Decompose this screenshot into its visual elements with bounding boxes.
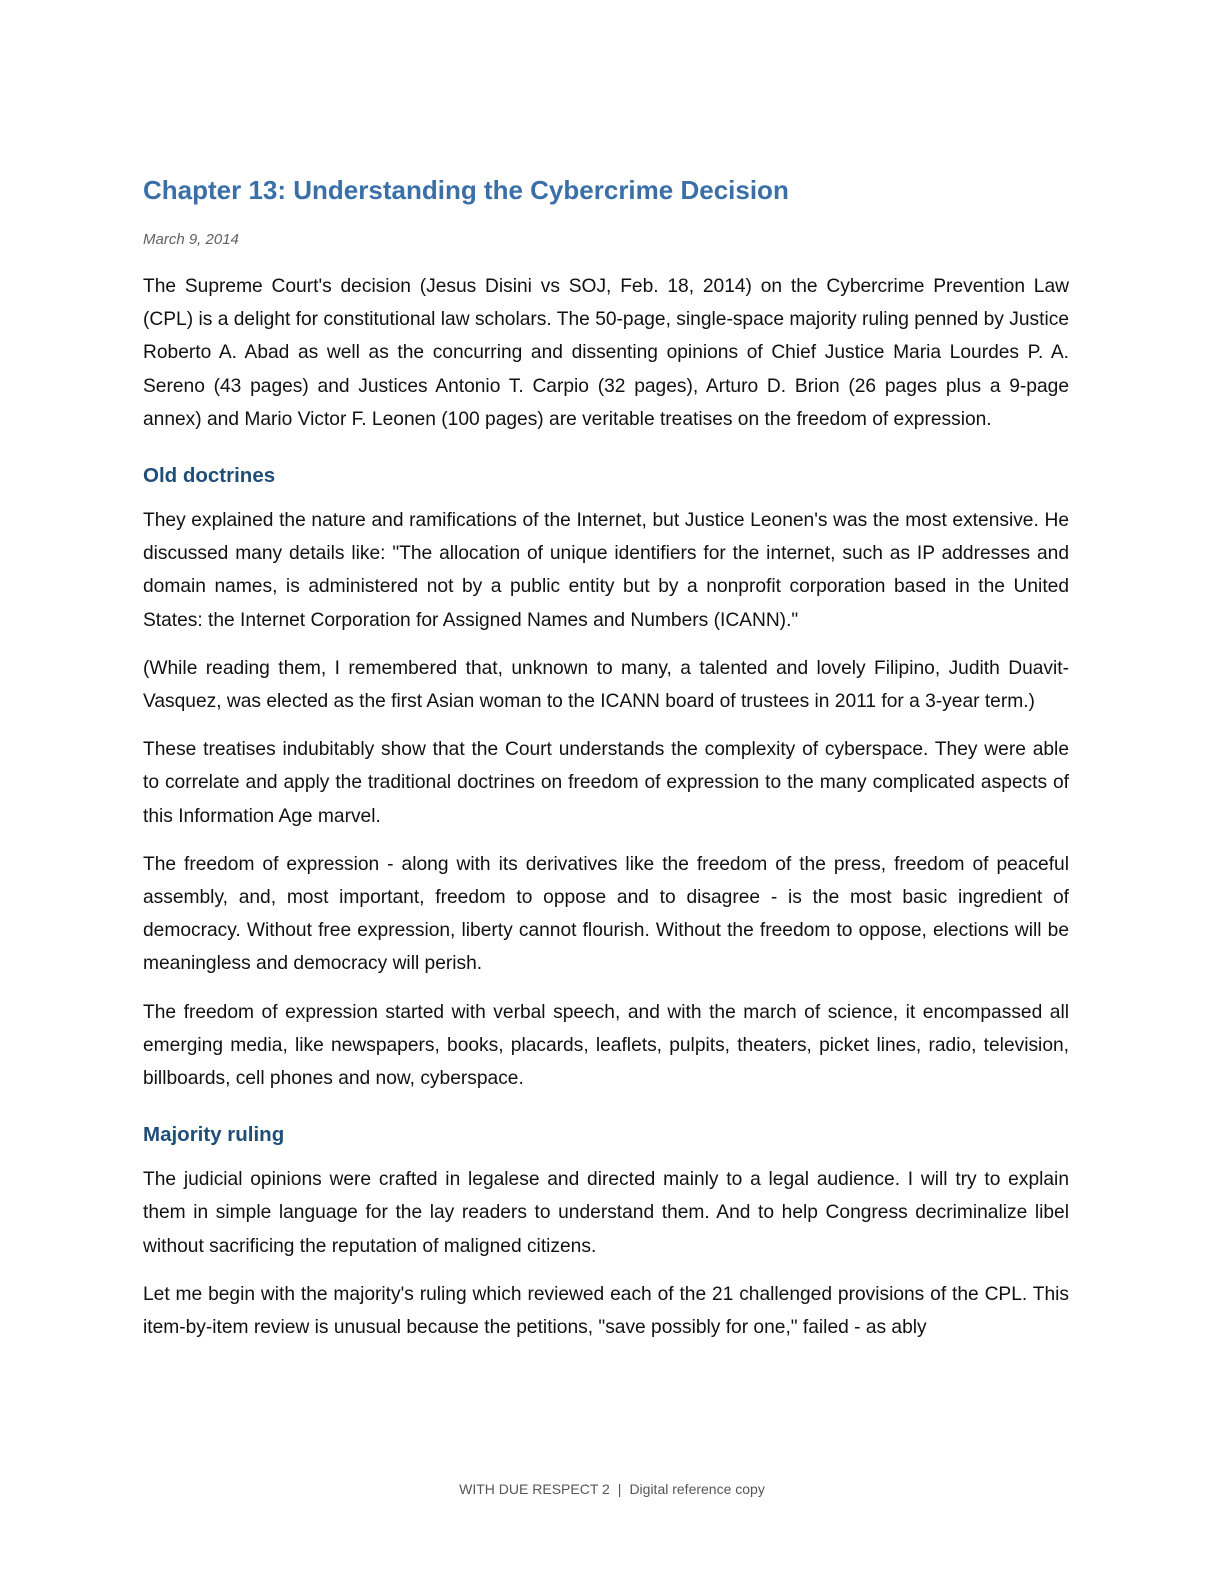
footer-note: Digital reference copy	[629, 1481, 765, 1497]
section-heading-old-doctrines: Old doctrines	[143, 464, 276, 488]
body-paragraph: The freedom of expression - along with its derivatives like the freedom of the press, freedom of peaceful assembly, and, most important, freedom to oppose and to disagree - is the most basic ingredient of democracy. Without free expression, liberty cannot flourish. Without the freedom to oppose, elections will be meaningless and democracy will perish.	[143, 853, 1069, 975]
document-page	[143, 172, 1069, 1344]
page-footer	[0, 1479, 1224, 1499]
article-date: March 9, 2014	[143, 231, 239, 248]
body-paragraph: Let me begin with the majority's ruling which reviewed each of the 21 challenged provisions of the CPL. This item-by-item review is unusual because the petitions, "save possibly for one," failed - as ably	[143, 1283, 1069, 1339]
body-paragraph: They explained the nature and ramifications of the Internet, but Justice Leonen's was the most extensive. He discussed many details like: "The allocation of unique identifiers for the internet, such as IP addresses and domain names, is administered not by a public entity but by a nonprofit corporation based in the United States: the Internet Corporation for Assigned Names and Numbers (ICANN)."	[143, 510, 1069, 631]
footer-book-title: WITH DUE RESPECT 2	[459, 1481, 610, 1497]
body-paragraph: The freedom of expression started with verbal speech, and with the march of science, it encompassed all emerging media, like newspapers, books, placards, leaflets, pulpits, theaters, picket lines, radio, television, billboards, cell phones and now, cyberspace.	[143, 1001, 1069, 1090]
body-paragraph: These treatises indubitably show that the Court understands the complexity of cyberspace. They were able to correlate and apply the traditional doctrines on freedom of expression to the many complicated aspects of this Information Age marvel.	[143, 739, 1069, 827]
body-paragraph: (While reading them, I remembered that, unknown to many, a talented and lovely Filipino, Judith Duavit-Vasquez, was elected as the first Asian woman to the ICANN board of trustees in 2011 for a 3-year term.)	[143, 657, 1069, 713]
chapter-title: Chapter 13: Understanding the Cybercrime Decision	[143, 175, 789, 205]
section-heading-majority-ruling: Majority ruling	[143, 1123, 285, 1147]
body-paragraph: The judicial opinions were crafted in legalese and directed mainly to a legal audience. I will try to explain them in simple language for the lay readers to understand them. And to help Congress decriminalize libel without sacrificing the reputation of maligned citizens.	[143, 1169, 1069, 1257]
footer-separator: |	[617, 1481, 622, 1497]
intro-paragraph: The Supreme Court's decision (Jesus Disini vs SOJ, Feb. 18, 2014) on the Cybercrime Prevention Law (CPL) is a delight for constitutional law scholars. The 50-page, single-space majority ruling penned by Justice Roberto A. Abad as well as the concurring and dissenting opinions of Chief Justice Maria Lourdes P. A. Sereno (43 pages) and Justices Antonio T. Carpio (32 pages), Arturo D. Brion (26 pages plus a 9-page annex) and Mario Victor F. Leonen (100 pages) are veritable treatises on the freedom of expression.	[143, 276, 1069, 430]
